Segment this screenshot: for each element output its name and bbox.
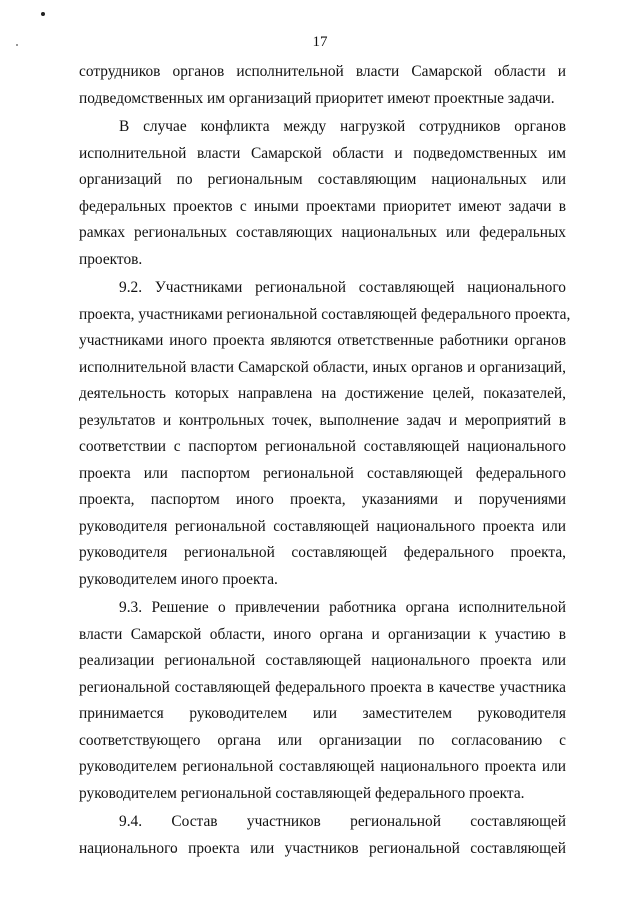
text-line: соответствующего органа или организации по согласованию с xyxy=(79,731,566,749)
text-line: руководителя региональной составляющей федерального проекта, xyxy=(79,544,566,561)
text-line: исполнительной власти Самарской области и подведомственных им xyxy=(79,144,566,162)
text-line: исполнительной власти Самарской области, иных органов и организаций, xyxy=(79,358,566,376)
text-line: федеральных проектов с иными проектами приоритет имеют задачи в xyxy=(79,197,566,215)
text-line: соответствии с паспортом региональной составляющей национального xyxy=(79,438,566,455)
text-line: результатов и контрольных точек, выполнение задач и мероприятий в xyxy=(79,411,566,429)
text-line: руководителя региональной составляющей национального проекта или xyxy=(79,517,566,535)
text-line: В случае конфликта между нагрузкой сотрудников органов xyxy=(119,118,566,135)
text-line: подведомственных им организаций приоритет имеют проектные задачи. xyxy=(79,89,555,107)
paragraph-9-2 xyxy=(79,275,571,593)
text-line: 9.3. Решение о привлечении работника органа исполнительной xyxy=(119,599,566,616)
text-line: проекта, участниками региональной составляющей федерального проекта, xyxy=(79,305,571,323)
document-body xyxy=(79,59,571,862)
text-line: руководителем региональной составляющей национального проекта или xyxy=(79,758,566,775)
paragraph-continuation xyxy=(79,59,566,112)
text-line: руководителем иного проекта. xyxy=(79,570,278,588)
text-line: реализации региональной составляющей национального проекта или xyxy=(79,652,566,669)
text-line: рамках региональных составляющих национальных или федеральных xyxy=(79,224,566,241)
paragraph-conflict xyxy=(79,114,566,273)
scan-speck xyxy=(41,12,45,16)
page-number: 17 xyxy=(312,34,328,50)
text-line: 9.4. Состав участников региональной составляющей xyxy=(119,813,566,830)
text-line: региональной составляющей федерального проекта в качестве участника xyxy=(79,678,566,696)
text-line: проектов. xyxy=(79,250,143,268)
text-line: организаций по региональным составляющим национальных или xyxy=(79,171,566,188)
text-line: деятельность которых направлена на достижение целей, показателей, xyxy=(79,385,566,402)
text-line: 9.2. Участниками региональной составляющей национального xyxy=(119,279,566,296)
text-line: сотрудников органов исполнительной власти Самарской области и xyxy=(79,63,566,80)
paragraph-9-4 xyxy=(79,809,566,862)
text-line: руководителем региональной составляющей федерального проекта. xyxy=(79,784,525,802)
text-line: проекта или паспортом региональной составляющей федерального xyxy=(79,464,566,482)
text-line: принимается руководителем или заместителем руководителя xyxy=(79,705,566,722)
paragraph-9-3 xyxy=(79,595,566,807)
text-line: национального проекта или участников региональной составляющей xyxy=(79,839,566,857)
text-line: участниками иного проекта являются ответственные работники органов xyxy=(79,332,566,349)
text-line: власти Самарской области, иного органа и организации к участию в xyxy=(79,625,566,643)
text-line: проекта, паспортом иного проекта, указаниями и поручениями xyxy=(79,491,566,508)
